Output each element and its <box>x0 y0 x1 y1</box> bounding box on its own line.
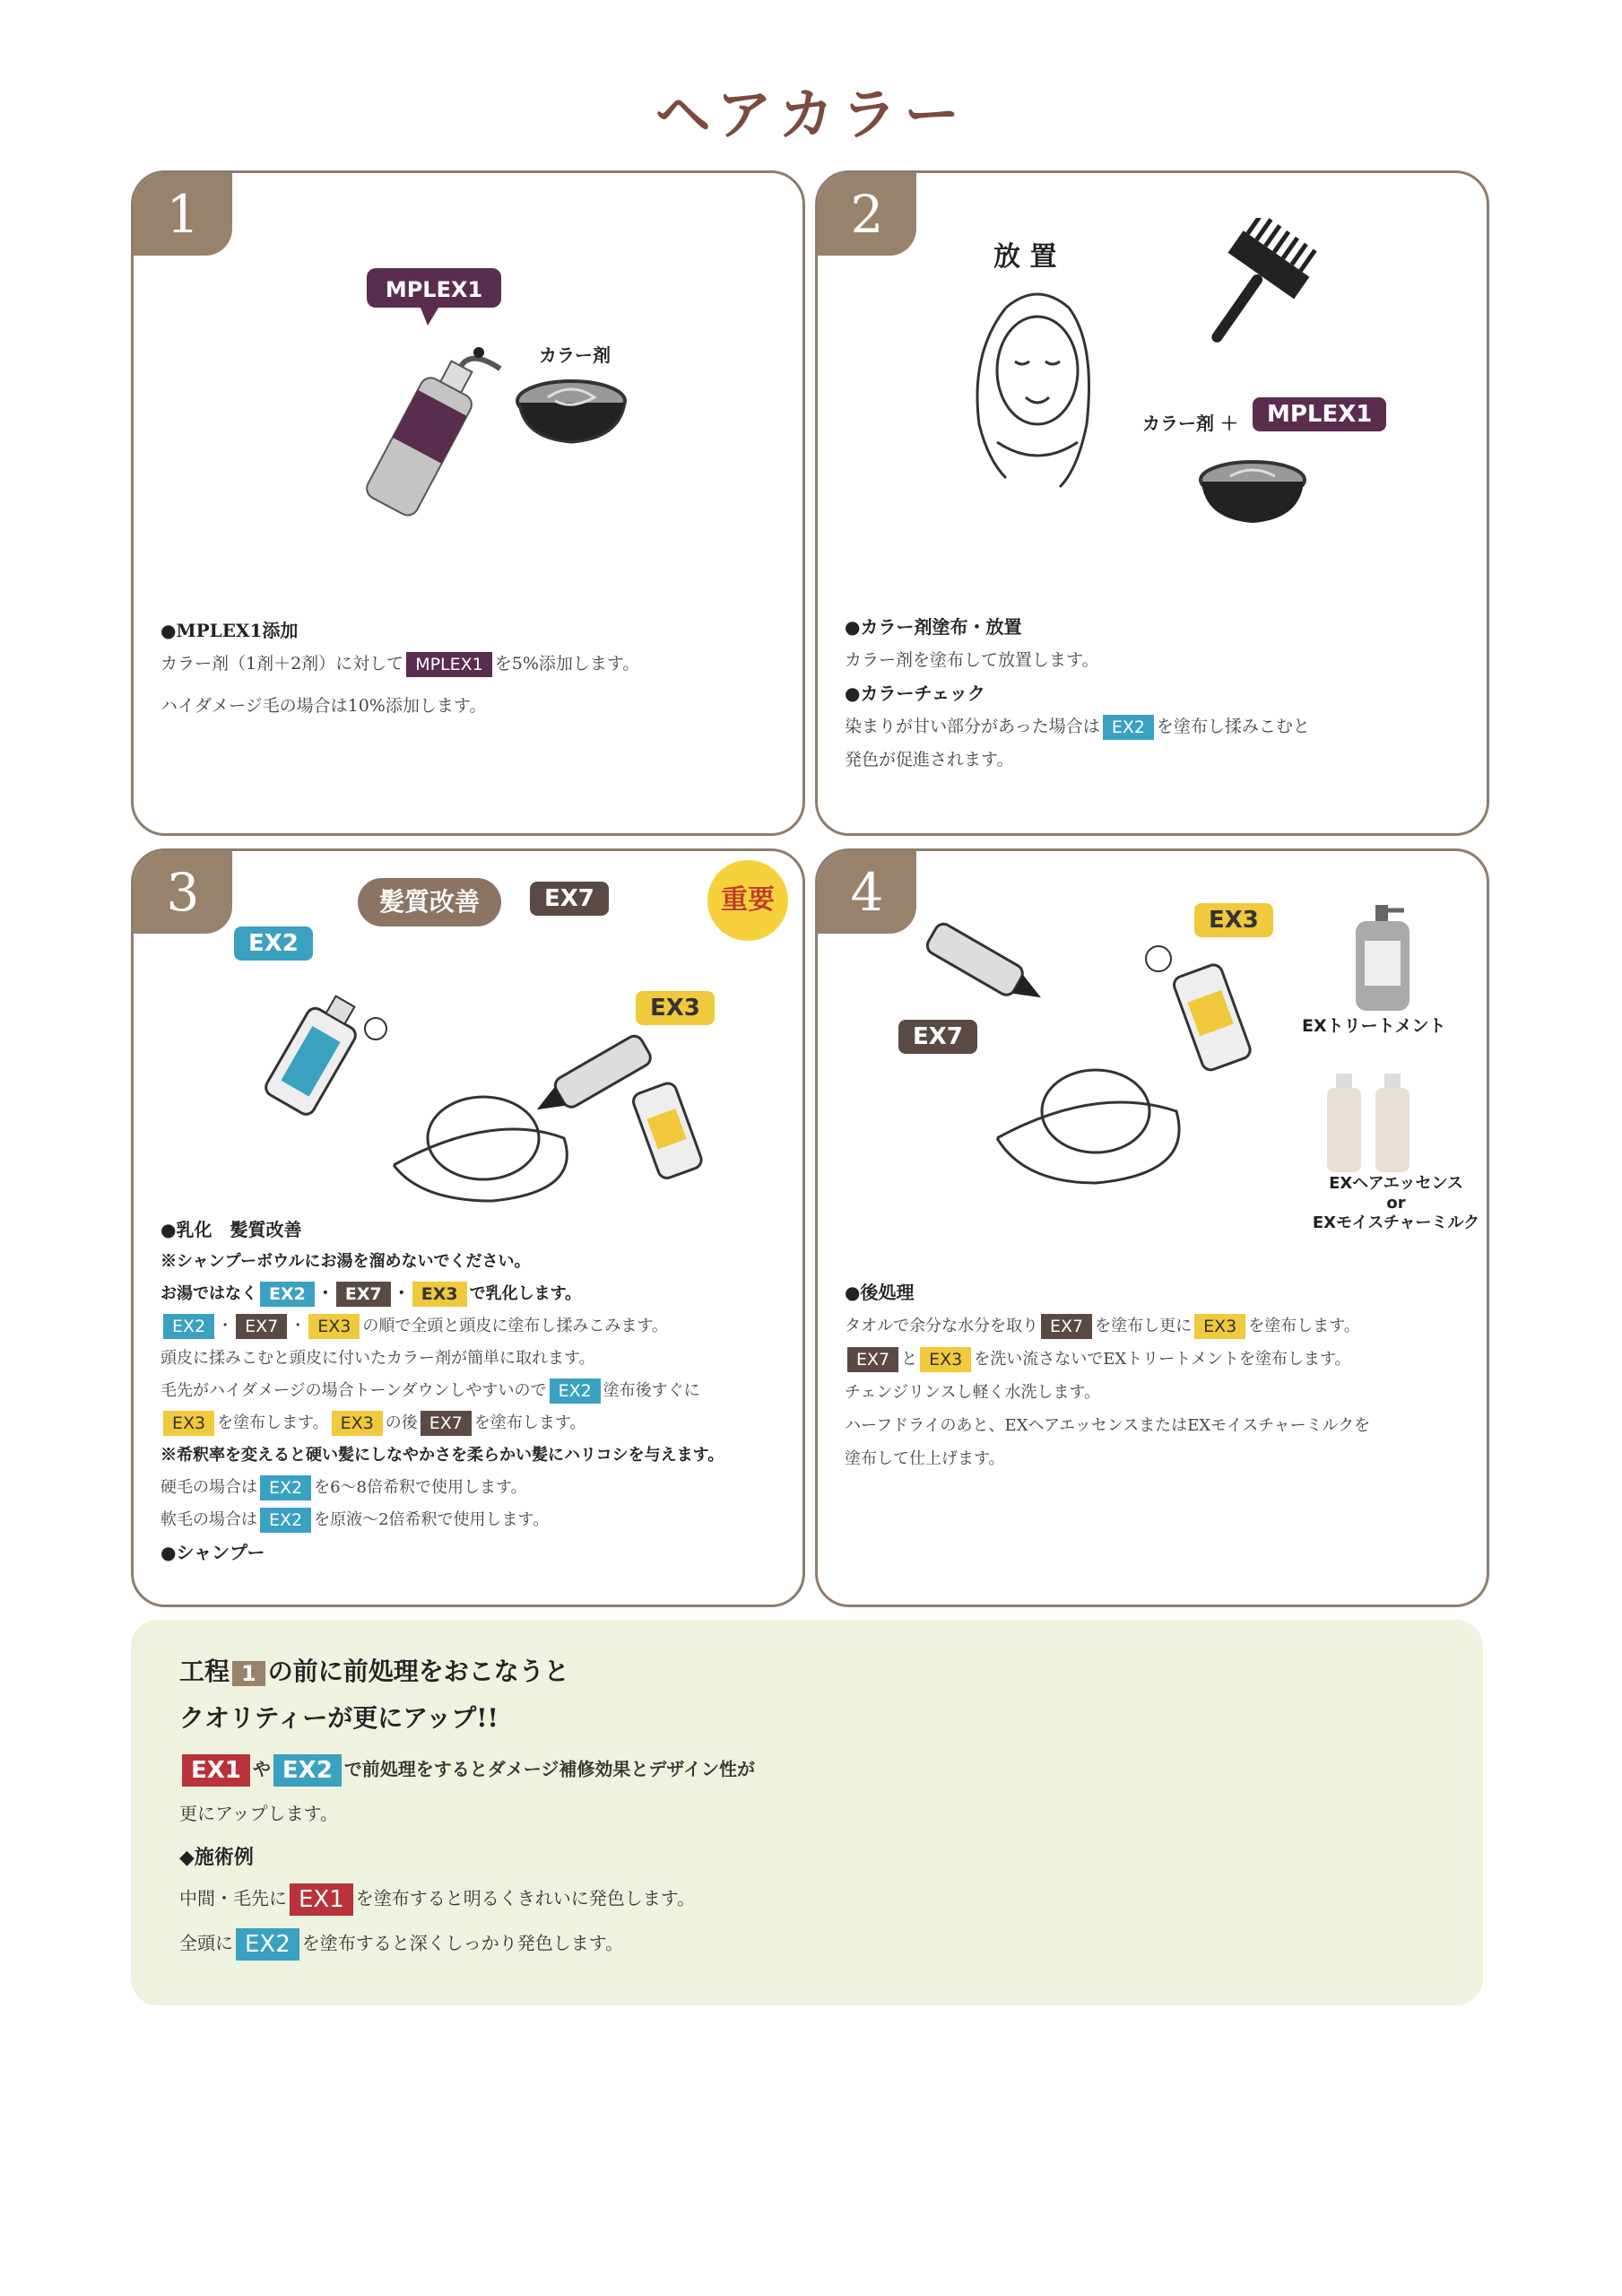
text: を塗布し更に <box>1095 1317 1193 1335</box>
text: を洗い流さないでEXトリートメントを塗布します。 <box>974 1350 1351 1369</box>
step-3-card: 3 髪質改善 重要 EX2 EX7 EX3 ●乳化 髪質改善 ※シャンプーボウルにお湯を溜めないでください。 お湯ではなく EX2 ・ EX7 ・ EX3 で乳化します。 EX2 ・ EX7 ・ EX3 の順で全頭と頭皮に塗布し揉みこみます。 頭皮に揉みこむと頭皮に付いたカラー剤が簡単に取れます。 毛先がハイダメージの場合トーンダウンしやすいので EX2 塗布後すぐに EX3 を塗布します。 EX3 の後 EX7 を塗布します。 ※希釈率を変えると硬い髪にしなやかさを柔らかい髪にハリコシを与えます。 硬毛の場合は EX2 を6～8倍希釈で使用します。 軟毛の場合は EX2 を原液～2倍希釈で使用します。 ●シャンプー <box>131 848 805 1607</box>
text: タオルで余分な水分を取り <box>845 1317 1038 1335</box>
step1-tag: 1 <box>232 1661 265 1686</box>
milk-label: EXモイスチャーミルク <box>1312 1213 1480 1232</box>
text: チェンジリンスし軽く水洗します。 <box>845 1383 1101 1402</box>
treatment-bottle-icon <box>1347 905 1418 1013</box>
text: を塗布すると深くしっかり発色します。 <box>301 1932 624 1954</box>
ex1-tag: EX1 <box>182 1754 250 1787</box>
text: 塗布後すぐに <box>603 1381 700 1400</box>
ex7-bubble: EX7 <box>898 1020 977 1054</box>
color-check-heading: ●カラーチェック <box>845 683 985 704</box>
text: 工程 <box>179 1657 230 1686</box>
step-2-card <box>815 170 1489 836</box>
bowl-icon <box>1194 460 1311 532</box>
step1-heading: ●MPLEX1添加 <box>160 620 299 641</box>
note: ※シャンプーボウルにお湯を溜めないでください。 <box>160 1252 531 1271</box>
step-number: 4 <box>818 851 916 934</box>
ex3-tag: EX3 <box>308 1314 360 1339</box>
important-badge: 重要 <box>707 860 788 941</box>
ex3-tag: EX3 <box>412 1282 467 1307</box>
text: を塗布すると明るくきれいに発色します。 <box>355 1887 696 1909</box>
text: 発色が促進されます。 <box>845 750 1014 770</box>
text: ハーフドライのあと、EXヘアエッセンスまたはEXモイスチャーミルクを <box>845 1416 1371 1435</box>
ex3-tag: EX3 <box>332 1411 383 1436</box>
hair-quality-badge: 髪質改善 <box>358 878 501 926</box>
text: の後 <box>385 1413 418 1432</box>
step3-heading: ●乳化 髪質改善 <box>160 1219 302 1240</box>
ex7-tag: EX7 <box>421 1411 472 1436</box>
text: を塗布し揉みこむと <box>1156 717 1310 736</box>
text: を6～8倍希釈で使用します。 <box>314 1478 527 1497</box>
ex2-tag: EX2 <box>550 1378 601 1404</box>
step2-heading: ●カラー剤塗布・放置 <box>845 616 1022 638</box>
svg-text:MPLEX1: MPLEX1 <box>385 277 483 302</box>
ex7-tag: EX7 <box>236 1314 287 1339</box>
step-1-card <box>131 170 805 836</box>
shampoo-heading: ●シャンプー <box>160 1542 265 1563</box>
ex7-bubble: EX7 <box>530 882 609 916</box>
text: 軟毛の場合は <box>160 1510 257 1529</box>
ex7-tag: EX7 <box>1041 1314 1092 1339</box>
text: 頭皮に揉みこむと頭皮に付いたカラー剤が簡単に取れます。 <box>160 1349 595 1368</box>
treatment-label: EXトリートメント <box>1302 1016 1446 1036</box>
step-4-card <box>815 848 1489 1607</box>
text: カラー剤（1剤＋2剤）に対して <box>160 654 404 674</box>
step-number: 1 <box>134 173 232 256</box>
text: 染まりが甘い部分があった場合は <box>845 717 1100 736</box>
ex2-tag: EX2 <box>260 1282 315 1307</box>
example-heading: ◆施術例 <box>179 1846 254 1869</box>
text: と <box>901 1350 918 1369</box>
text: 中間・毛先に <box>179 1887 287 1909</box>
essence-bottles-icon <box>1320 1074 1418 1172</box>
text: ハイダメージ毛の場合は10%添加します。 <box>160 696 487 716</box>
ex2-tag: EX2 <box>273 1754 342 1787</box>
ex2-tag: EX2 <box>163 1314 214 1339</box>
text: の前に前処理をおこなうと <box>267 1657 569 1686</box>
text: カラー剤を塗布して放置します。 <box>845 650 1099 670</box>
step1-illustration <box>340 263 716 568</box>
text: を塗布します。 <box>473 1413 586 1432</box>
color-agent-label: カラー剤 ＋ <box>1142 413 1238 434</box>
text: で乳化します。 <box>469 1284 582 1303</box>
mplex1-tag: MPLEX1 <box>1253 397 1386 431</box>
text: お湯ではなく <box>160 1284 257 1303</box>
leave-label: 放 置 <box>993 241 1057 273</box>
ex2-tag: EX2 <box>260 1475 311 1500</box>
quality-up-heading: クオリティーが更にアップ!! <box>179 1703 499 1733</box>
shampoo-illustration <box>223 977 779 1210</box>
treatment-illustration <box>889 905 1266 1192</box>
text: を5%添加します。 <box>494 654 640 674</box>
text: で前処理をするとダメージ補修効果とデザイン性が <box>343 1758 756 1780</box>
ex2-tag: EX2 <box>260 1508 311 1533</box>
step-number: 3 <box>134 851 232 934</box>
text: 全頭に <box>179 1932 233 1954</box>
text: を塗布します。 <box>217 1413 329 1432</box>
ex3-tag: EX3 <box>920 1347 971 1372</box>
woman-face-illustration <box>952 290 1123 496</box>
pretreatment-panel <box>131 1620 1483 2005</box>
text: を原液～2倍希釈で使用します。 <box>314 1510 550 1529</box>
step4-heading: ●後処理 <box>845 1282 915 1303</box>
comb-icon <box>1172 218 1324 370</box>
ex7-tag: EX7 <box>847 1347 898 1372</box>
ex1-tag: EX1 <box>290 1883 353 1916</box>
note: ※希釈率を変えると硬い髪にしなやかさを柔らかい髪にハリコシを与えます。 <box>160 1446 724 1465</box>
ex2-tag: EX2 <box>1103 715 1154 740</box>
text: 塗布して仕上げます。 <box>845 1449 1005 1468</box>
color-agent-label: カラー剤 <box>539 344 611 366</box>
ex3-bubble: EX3 <box>636 991 715 1025</box>
ex3-bubble: EX3 <box>1194 903 1273 937</box>
ex3-tag: EX3 <box>163 1411 214 1436</box>
text: を塗布します。 <box>1248 1317 1360 1335</box>
text: や <box>252 1758 271 1780</box>
ex2-tag: EX2 <box>236 1928 299 1961</box>
mplex1-tag: MPLEX1 <box>406 652 492 677</box>
ex2-bubble: EX2 <box>234 926 313 961</box>
page-title: ヘアカラー <box>655 82 967 147</box>
ex3-tag: EX3 <box>1194 1314 1245 1339</box>
essence-label: EXヘアエッセンス <box>1329 1174 1463 1193</box>
text: 硬毛の場合は <box>160 1478 257 1497</box>
step-number: 2 <box>818 173 916 256</box>
text: 更にアップします。 <box>179 1803 338 1824</box>
ex7-tag: EX7 <box>336 1282 391 1307</box>
or-label: or <box>1386 1194 1406 1213</box>
text: の順で全頭と頭皮に塗布し揉みこみます。 <box>362 1317 668 1335</box>
text: 毛先がハイダメージの場合トーンダウンしやすいので <box>160 1381 547 1400</box>
